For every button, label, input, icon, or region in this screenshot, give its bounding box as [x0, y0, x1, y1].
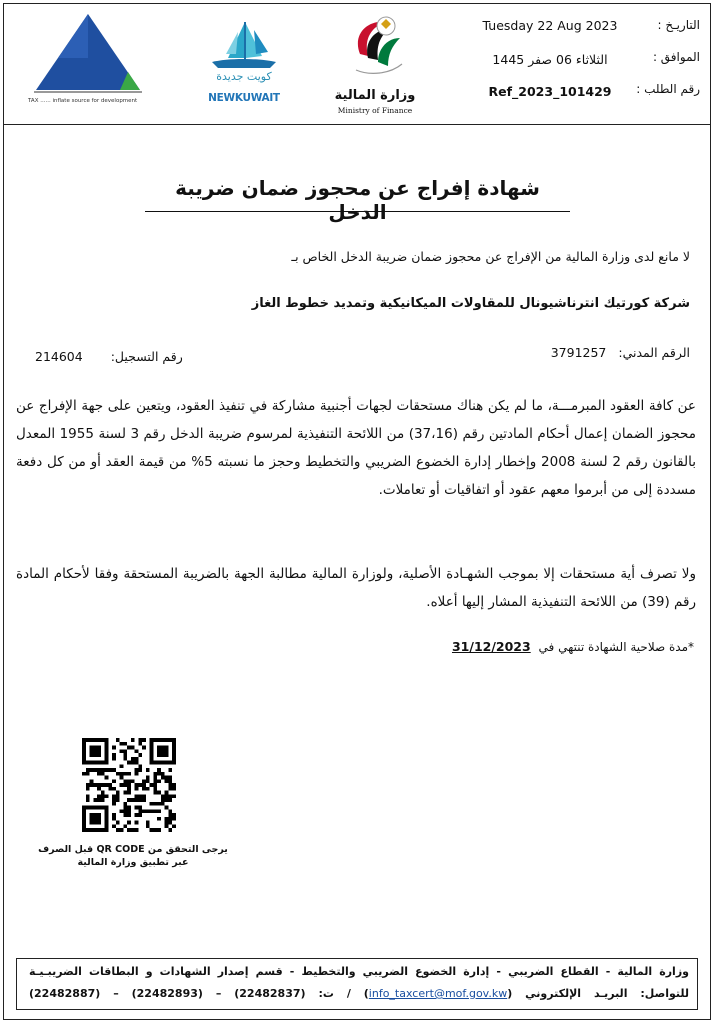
footer-contact-prefix: للتواصل: البريـد الإلكتروني (: [507, 987, 689, 1000]
intro-text: لا مانع لدى وزارة المالية من الإفراج عن محجوز ضمان ضريبة الدخل الخاص بـ: [291, 249, 690, 264]
header-divider: [3, 124, 711, 125]
ref-label: رقم الطلب :: [636, 82, 700, 96]
header-meta: [470, 18, 700, 114]
qr-note-line2: عبر تطبيق وزارة المالية: [77, 857, 189, 868]
ministry-of-finance-logo: [330, 14, 420, 119]
qr-note-line1: يرجى التحقق من QR CODE قبل الصرف: [38, 844, 228, 855]
new-kuwait-sail-icon: [198, 18, 290, 70]
hijri-row: [470, 50, 700, 82]
hijri-value: الثلاثاء 06 صفر 1445: [492, 52, 608, 67]
civil-id: [390, 345, 690, 360]
mof-logo-english: Ministry of Finance: [337, 106, 413, 115]
hijri-label: الموافق :: [652, 50, 700, 64]
validity-date: 31/12/2023: [451, 639, 531, 654]
qr-code[interactable]: [82, 738, 176, 832]
qr-note: [28, 843, 238, 869]
company-name: شركة كورتيك انترناشيونال للمقاولات الميكانيكية وتمديد خطوط الغاز: [251, 296, 690, 311]
kuwait-emblem-icon: [330, 14, 420, 90]
date-value: Tuesday 22 Aug 2023: [482, 18, 618, 33]
validity-line: [194, 639, 694, 654]
ref-value: Ref_2023_101429: [488, 84, 612, 99]
certificate-title: شهادة إفراج عن محجوز ضمان ضريبة الدخل: [175, 176, 540, 224]
title-underline: [145, 211, 570, 212]
tax-sector-logo: [28, 12, 148, 108]
registration-number: [35, 349, 285, 364]
civil-id-value: 3791257: [550, 345, 607, 360]
date-label: التاريـخ :: [657, 18, 700, 32]
tax-triangle-icon: [28, 12, 148, 98]
new-kuwait-english: NEWKUWAIT: [208, 92, 280, 104]
footer-contact: [29, 987, 689, 1000]
body-paragraph-1: عن كافة العقود المبرمـــة، ما لم يكن هناك مستحقات لجهات أجنبية مشاركة في تنفيذ العقود، ويتعين على جهة الإفراج عن محجوز الضمان إعمال أحكام المادتين رقم (37،16) من اللائحة التنفيذية لمرسوم ضريبة الدخل رقم 3 لسنة 1955 المعدل بالقانون رقم 2 لسنة 2008 وإخطار إدارة الخضوع الضريبي والتخطيط وحجز ما نسبته 5% من قيمة العقد أو من كل دفعة مسددة إلى من أبرموا معهم عقود أو اتفاقيات أو تعاملات.: [16, 398, 696, 498]
validity-label: *مدة صلاحية الشهادة تنتهي في: [538, 640, 694, 654]
new-kuwait-logo: [198, 18, 290, 110]
footer-email-link[interactable]: info_taxcert@mof.gov.kw: [368, 987, 508, 1000]
footer-contact-suffix: ) / ت: (22482837) – (22482893) – (22482887): [29, 987, 369, 1000]
footer-department: وزارة المالية - القطاع الضريبي - إدارة الخضوع الضريبي والتخطيط - قسم إصدار الشهادات و البطاقات الضريبـيـة: [29, 965, 689, 978]
qr-code-icon: [82, 738, 176, 832]
registration-label: رقم التسجيل:: [110, 349, 183, 364]
civil-id-label: الرقم المدني:: [618, 345, 690, 360]
date-row: [470, 18, 700, 50]
footer: [16, 958, 698, 1010]
registration-value: 214604: [35, 349, 83, 364]
body-paragraph-2: ولا تصرف أية مستحقات إلا بموجب الشهـادة الأصلية، ولوزارة المالية مطالبة الجهة بالضريبة المستحقة وفقا لأحكام المادة رقم (39) من اللائحة التنفيذية المشار إليها أعلاه.: [16, 566, 696, 610]
mof-logo-arabic: وزارة المالية: [334, 88, 416, 103]
ref-row: [470, 82, 700, 114]
new-kuwait-arabic: كويت جديدة: [216, 70, 272, 83]
tax-logo-caption: TAX ...... inflate source for development: [28, 98, 138, 104]
